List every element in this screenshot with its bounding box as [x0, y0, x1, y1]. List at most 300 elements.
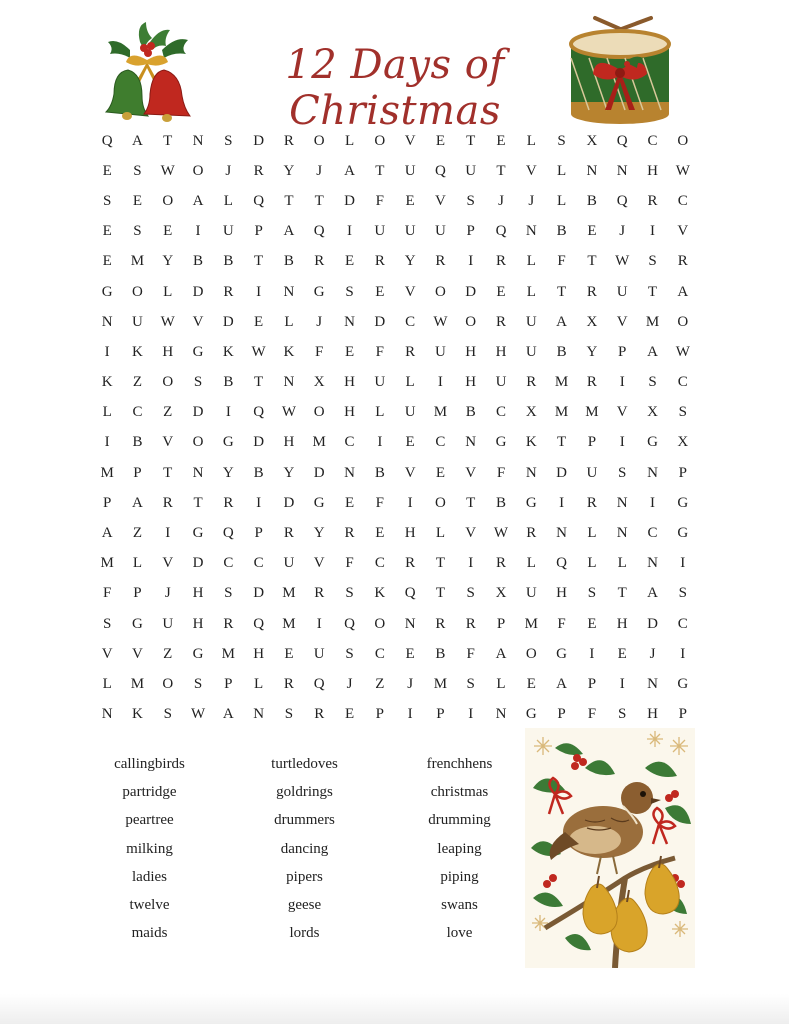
grid-letter: Y [586, 343, 598, 360]
grid-letter: U [616, 283, 628, 300]
grid-letter: S [193, 374, 203, 391]
grid-letter: E [344, 253, 355, 270]
grid-letter: N [344, 313, 355, 330]
grid-letter: V [132, 645, 143, 662]
grid-letter: G [556, 645, 568, 662]
grid-letter: N [283, 374, 295, 391]
grid-letter: E [163, 223, 173, 240]
grid-letter: W [433, 313, 448, 330]
grid-letter: Y [162, 253, 174, 270]
grid-letter: S [557, 132, 566, 149]
grid-letter: P [678, 464, 687, 481]
grid-letter: V [404, 132, 416, 149]
grid-letter: M [312, 434, 326, 451]
grid-letter: T [587, 253, 597, 270]
grid-letter: R [223, 615, 234, 632]
grid-letter: A [647, 343, 658, 360]
grid-letter: K [132, 706, 143, 723]
grid-letter: R [405, 343, 416, 360]
grid-letter: S [648, 253, 657, 270]
grid-letter: P [618, 343, 627, 360]
grid-letter: I [680, 645, 686, 662]
grid-letter: C [253, 555, 264, 572]
word-list-item: peartree [125, 812, 174, 829]
page-bottom-edge [0, 994, 789, 1024]
grid-letter: C [132, 404, 143, 421]
grid-letter: I [437, 374, 443, 391]
grid-letter: J [316, 162, 323, 179]
grid-letter: I [619, 374, 625, 391]
grid-letter: M [554, 374, 569, 391]
grid-letter: C [677, 615, 688, 632]
word-list-item: christmas [430, 783, 489, 800]
word-list-item: maids [131, 925, 168, 942]
grid-letter: S [618, 464, 627, 481]
grid-letter: S [284, 706, 294, 723]
grid-letter: D [344, 192, 355, 209]
grid-letter: P [557, 706, 566, 723]
grid-letter: C [647, 132, 658, 149]
grid-letter: N [253, 706, 265, 723]
grid-letter: C [405, 313, 416, 330]
grid-letter: J [164, 585, 171, 602]
grid-letter: N [616, 494, 628, 511]
grid-letter: J [528, 192, 535, 209]
word-list-item: drumming [428, 812, 491, 829]
grid-letter: N [525, 223, 537, 240]
grid-letter: L [163, 283, 173, 300]
grid-letter: E [405, 645, 415, 662]
grid-letter: L [496, 675, 506, 692]
grid-letter: R [283, 525, 294, 542]
grid-letter: T [163, 132, 173, 149]
grid-letter: D [192, 404, 204, 421]
grid-letter: H [192, 585, 204, 602]
grid-letter: O [677, 132, 689, 149]
grid-letter: A [677, 283, 689, 300]
grid-letter: J [407, 675, 414, 692]
word-list-item: partridge [122, 783, 177, 800]
grid-letter: R [162, 494, 173, 511]
grid-letter: I [195, 223, 201, 240]
grid-letter: N [525, 464, 537, 481]
grid-letter: B [465, 404, 476, 421]
grid-letter: T [557, 434, 567, 451]
word-list-item: frenchhens [426, 755, 493, 772]
grid-letter: H [556, 585, 568, 602]
grid-letter: E [102, 162, 112, 179]
grid-letter: U [283, 555, 295, 572]
grid-letter: N [647, 464, 658, 481]
grid-letter: E [587, 223, 597, 240]
grid-letter: E [102, 253, 112, 270]
grid-letter: G [192, 645, 204, 662]
grid-letter: S [466, 585, 475, 602]
grid-letter: S [193, 675, 203, 692]
grid-letter: D [647, 615, 658, 632]
grid-letter: Q [253, 192, 265, 209]
grid-letter: I [377, 434, 383, 451]
grid-letter: R [586, 494, 597, 511]
grid-letter: R [586, 283, 597, 300]
grid-letter: R [344, 525, 355, 542]
grid-letter: O [525, 645, 537, 662]
grid-letter: T [557, 283, 567, 300]
grid-letter: U [404, 404, 416, 421]
grid-letter: Q [313, 223, 325, 240]
grid-letter: C [374, 555, 385, 572]
grid-letter: E [435, 132, 445, 149]
word-list-item: pipers [286, 868, 323, 885]
grid-letter: F [315, 343, 324, 360]
grid-letter: Y [283, 162, 295, 179]
grid-letter: T [284, 192, 294, 209]
grid-letter: N [647, 555, 658, 572]
grid-letter: L [375, 404, 385, 421]
grid-letter: U [465, 162, 477, 179]
grid-letter: H [616, 615, 628, 632]
grid-letter: N [647, 675, 658, 692]
grid-letter: P [133, 464, 142, 481]
grid-letter: H [283, 434, 295, 451]
grid-letter: R [435, 615, 446, 632]
grid-letter: P [254, 223, 263, 240]
grid-letter: E [617, 645, 627, 662]
grid-letter: V [465, 525, 477, 542]
grid-letter: R [223, 494, 234, 511]
grid-letter: F [466, 645, 475, 662]
word-list-item: piping [440, 868, 479, 885]
grid-letter: E [344, 494, 355, 511]
grid-letter: S [224, 585, 233, 602]
grid-letter: I [619, 675, 625, 692]
grid-letter: P [375, 706, 384, 723]
grid-letter: H [465, 374, 477, 391]
grid-letter: E [375, 283, 385, 300]
grid-letter: W [190, 706, 206, 723]
grid-letter: Q [344, 615, 355, 632]
grid-letter: R [283, 132, 294, 149]
grid-letter: C [496, 404, 507, 421]
grid-letter: B [193, 253, 204, 270]
grid-letter: D [556, 464, 568, 481]
grid-letter: G [495, 434, 507, 451]
grid-letter: R [496, 313, 507, 330]
grid-letter: S [133, 223, 142, 240]
grid-letter: V [404, 283, 416, 300]
grid-letter: Q [313, 675, 325, 692]
grid-letter: L [344, 132, 355, 149]
grid-letter: T [163, 464, 173, 481]
grid-letter: A [132, 132, 143, 149]
word-list-item: ladies [132, 868, 167, 885]
grid-letter: N [344, 464, 355, 481]
grid-letter: R [314, 706, 325, 723]
grid-letter: L [557, 162, 567, 179]
grid-letter: A [556, 313, 568, 330]
grid-letter: I [468, 706, 474, 723]
grid-letter: S [102, 615, 112, 632]
grid-letter: S [345, 645, 354, 662]
grid-letter: B [556, 223, 567, 240]
grid-letter: U [404, 162, 416, 179]
grid-letter: C [435, 434, 446, 451]
grid-letter: L [557, 192, 567, 209]
grid-letter: T [617, 585, 627, 602]
grid-letter: L [526, 555, 536, 572]
word-list-item: callingbirds [114, 755, 185, 772]
grid-letter: O [313, 404, 325, 421]
grid-letter: O [162, 374, 174, 391]
grid-letter: N [495, 706, 507, 723]
grid-letter: Y [404, 253, 416, 270]
grid-letter: E [254, 313, 264, 330]
grid-letter: D [253, 434, 265, 451]
grid-letter: A [344, 162, 355, 179]
grid-letter: V [525, 162, 537, 179]
grid-letter: Q [616, 192, 628, 209]
grid-letter: R [314, 253, 325, 270]
grid-letter: M [221, 645, 235, 662]
grid-letter: T [435, 555, 445, 572]
grid-letter: L [587, 525, 597, 542]
grid-letter: L [526, 132, 536, 149]
grid-letter: F [375, 343, 384, 360]
grid-letter: P [496, 615, 506, 632]
grid-letter: U [434, 223, 446, 240]
grid-letter: M [130, 675, 145, 692]
grid-letter: P [224, 675, 233, 692]
grid-letter: P [133, 585, 142, 602]
grid-letter: T [466, 132, 476, 149]
grid-letter: S [466, 192, 475, 209]
grid-letter: Q [404, 585, 416, 602]
grid-letter: X [525, 404, 537, 421]
grid-letter: P [466, 223, 475, 240]
grid-letter: M [282, 615, 296, 632]
grid-letter: C [223, 555, 234, 572]
grid-letter: F [587, 706, 597, 723]
grid-letter: O [132, 283, 143, 300]
grid-letter: X [586, 313, 598, 330]
grid-letter: T [314, 192, 324, 209]
word-list-item: dancing [280, 840, 329, 857]
grid-letter: G [313, 494, 325, 511]
grid-letter: E [496, 132, 506, 149]
grid-letter: B [435, 645, 446, 662]
grid-letter: B [283, 253, 294, 270]
grid-letter: Q [616, 132, 628, 149]
grid-letter: R [253, 162, 264, 179]
grid-letter: E [526, 675, 536, 692]
grid-letter: A [283, 223, 295, 240]
grid-letter: W [160, 313, 175, 330]
grid-letter: W [160, 162, 175, 179]
grid-letter: Z [163, 404, 173, 421]
grid-letter: S [102, 192, 112, 209]
word-list-item: goldrings [276, 783, 333, 800]
grid-letter: S [224, 132, 233, 149]
grid-letter: V [616, 313, 628, 330]
grid-letter: N [101, 313, 113, 330]
word-list-item: turtledoves [271, 755, 338, 772]
grid-letter: Q [253, 404, 265, 421]
grid-letter: Q [253, 615, 265, 632]
grid-letter: V [434, 192, 446, 209]
grid-letter: L [254, 675, 264, 692]
grid-letter: N [404, 615, 416, 632]
grid-letter: L [405, 374, 415, 391]
grid-letter: N [283, 283, 295, 300]
grid-letter: N [101, 706, 113, 723]
grid-letter: D [374, 313, 386, 330]
grid-letter: O [192, 162, 204, 179]
grid-letter: F [375, 494, 384, 511]
grid-letter: I [225, 404, 231, 421]
grid-letter: F [102, 585, 112, 602]
grid-letter: S [466, 675, 475, 692]
grid-letter: Y [283, 464, 295, 481]
grid-letter: O [313, 132, 325, 149]
grid-letter: G [677, 494, 689, 511]
grid-letter: U [495, 374, 507, 391]
grid-letter: G [525, 706, 537, 723]
grid-letter: B [496, 494, 507, 511]
grid-letter: U [525, 313, 537, 330]
grid-letter: L [132, 555, 143, 572]
grid-letter: I [256, 494, 262, 511]
grid-letter: R [223, 283, 234, 300]
grid-letter: N [192, 464, 204, 481]
grid-letter: B [556, 343, 567, 360]
grid-letter: V [313, 555, 325, 572]
grid-letter: U [313, 645, 325, 662]
grid-letter: A [556, 675, 568, 692]
grid-letter: A [192, 192, 204, 209]
grid-letter: T [496, 162, 506, 179]
word-list-item: geese [287, 897, 322, 914]
grid-letter: L [435, 525, 445, 542]
grid-letter: B [223, 374, 234, 391]
word-list-item: leaping [437, 840, 482, 857]
grid-letter: G [677, 525, 689, 542]
grid-letter: H [647, 706, 658, 723]
grid-letter: E [587, 615, 597, 632]
grid-letter: N [616, 162, 628, 179]
word-list [72, 750, 537, 948]
grid-letter: I [468, 555, 474, 572]
grid-letter: I [347, 223, 353, 240]
grid-letter: J [225, 162, 232, 179]
grid-letter: V [192, 313, 204, 330]
grid-letter: O [374, 132, 386, 149]
grid-letter: L [284, 313, 294, 330]
grid-letter: K [374, 585, 386, 602]
grid-letter: R [677, 253, 688, 270]
grid-letter: S [163, 706, 172, 723]
grid-letter: E [132, 192, 143, 209]
grid-letter: D [253, 132, 265, 149]
grid-letter: R [435, 253, 446, 270]
grid-letter: N [465, 434, 477, 451]
grid-letter: Q [495, 223, 507, 240]
grid-letter: G [313, 283, 325, 300]
grid-letter: I [407, 706, 413, 723]
grid-letter: L [102, 675, 112, 692]
grid-letter: Q [101, 132, 113, 149]
grid-letter: E [375, 525, 385, 542]
grid-letter: Q [556, 555, 568, 572]
grid-letter: L [223, 192, 233, 209]
grid-letter: B [253, 464, 264, 481]
grid-letter: H [404, 525, 416, 542]
grid-letter: C [677, 374, 688, 391]
grid-letter: H [192, 615, 204, 632]
word-list-item: lords [289, 925, 320, 942]
grid-letter: H [344, 374, 355, 391]
grid-letter: G [525, 494, 537, 511]
grid-letter: G [132, 615, 143, 632]
grid-letter: M [130, 253, 145, 270]
grid-letter: I [468, 253, 474, 270]
grid-letter: X [586, 132, 598, 149]
grid-letter: O [465, 313, 477, 330]
grid-letter: J [498, 192, 504, 209]
word-list-item: milking [126, 840, 173, 857]
grid-letter: R [496, 253, 507, 270]
grid-letter: E [405, 192, 415, 209]
grid-letter: E [344, 343, 355, 360]
grid-letter: X [495, 585, 507, 602]
grid-letter: L [526, 253, 536, 270]
grid-letter: B [374, 464, 385, 481]
grid-letter: W [493, 525, 509, 542]
grid-letter: E [284, 645, 294, 662]
grid-letter: D [283, 494, 295, 511]
grid-letter: Z [163, 645, 173, 662]
grid-letter: G [101, 283, 113, 300]
grid-letter: I [589, 645, 595, 662]
grid-letter: J [649, 645, 656, 662]
grid-letter: K [222, 343, 234, 360]
grid-letter: W [675, 343, 690, 360]
grid-letter: I [559, 494, 565, 511]
grid-letter: F [557, 253, 566, 270]
grid-letter: U [162, 615, 174, 632]
grid-letter: K [283, 343, 295, 360]
grid-letter: L [102, 404, 112, 421]
grid-letter: O [434, 494, 446, 511]
grid-letter: S [345, 283, 354, 300]
grid-letter: O [374, 615, 386, 632]
grid-letter: M [645, 313, 660, 330]
grid-letter: G [647, 434, 658, 451]
grid-letter: R [526, 525, 537, 542]
grid-letter: F [345, 555, 354, 572]
grid-letter: P [102, 494, 112, 511]
grid-letter: K [101, 374, 113, 391]
grid-letter: V [677, 223, 689, 240]
grid-letter: O [192, 434, 204, 451]
grid-letter: H [465, 343, 477, 360]
grid-letter: W [615, 253, 630, 270]
grid-letter: F [496, 464, 506, 481]
partridge-illustration [525, 728, 695, 968]
grid-letter: R [526, 374, 537, 391]
grid-letter: Y [313, 525, 325, 542]
grid-letter: Z [132, 374, 143, 391]
grid-letter: S [618, 706, 627, 723]
